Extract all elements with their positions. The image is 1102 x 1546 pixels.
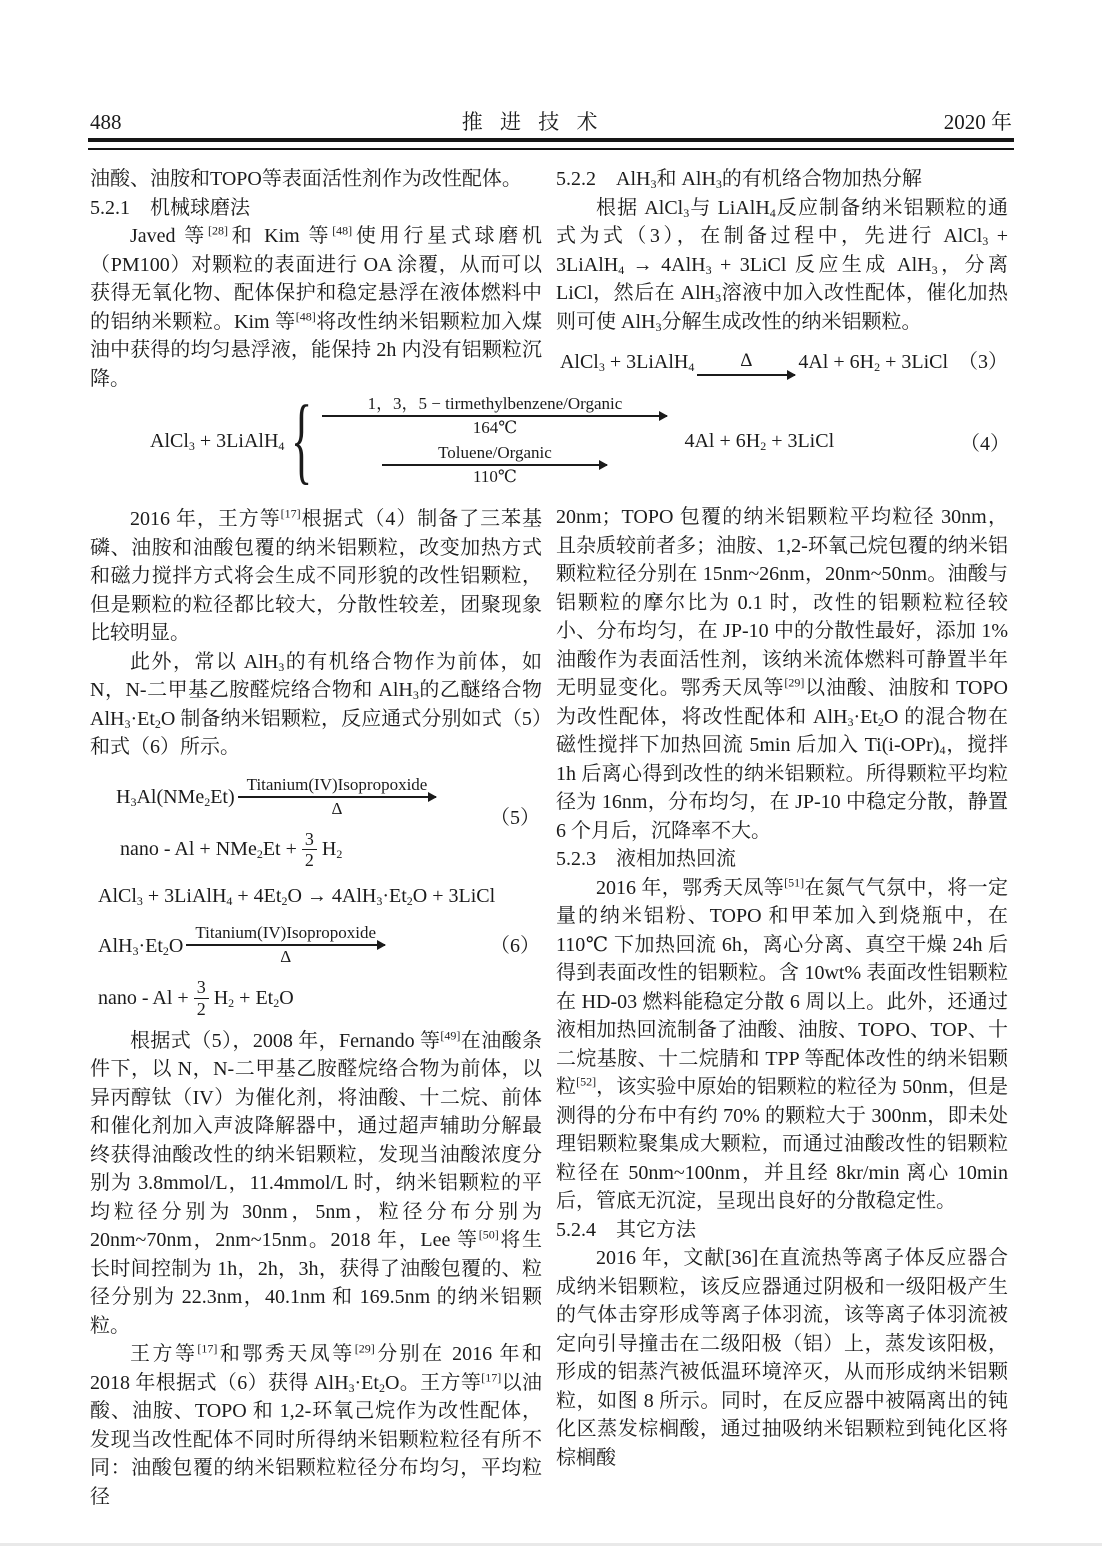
equation-3 [556, 348, 1008, 377]
section-heading-5-2-3: 5.2.3 液相加热回流 [556, 848, 736, 870]
paragraph-alh3-precursor: 此外，常以 AlH$_3$的有机络合物作为前体，如 N，N-二甲基乙胺醛烷络合物和 AlH$_3$的乙醚络合物 $AlH_3\cdot Et_2O$ 制备纳米铝颗粒，反应通式分别如式（5）和式（6）所示。 [90, 650, 543, 758]
fraction-numerator: 3 [194, 977, 209, 998]
section-heading-5-2-1: 5.2.1 机械球磨法 [90, 196, 250, 219]
equation-6-result-pre: nano - Al + [98, 986, 189, 1009]
equation-6-result-post: $H_2 + Et_2O$ [213, 986, 294, 1011]
arrow-shaft [382, 464, 607, 466]
equation-6-number: （6） [490, 935, 540, 958]
journal-title: 推 进 技 术 [461, 110, 604, 134]
equation-6 [90, 922, 542, 1018]
paragraph-alh3-decomposition: 根据 AlCl$_3$与 LiAlH$_4$反应制备纳米铝颗粒的通式为式（3），在制备过程中，先进行 AlCl$_3$ + 3LiAlH$_4$ → 4AlH$_3$ + 3LiCl 反应生成 AlH$_3$，分离 LiCl，然后在 AlH$_3$溶液中加入改性配体，催化加热则可使 AlH$_3$分解生成改性的纳米铝颗粒。 [556, 196, 1009, 334]
arrow-shaft [238, 796, 437, 798]
fraction-denominator: 2 [304, 849, 314, 870]
equation-5-result-pre: nano - Al + NMe$_2$Et + [120, 837, 297, 862]
equation-4-number: （4） [960, 432, 1010, 455]
arrow-label-below: Δ [331, 798, 343, 818]
paragraph-ball-milling: Javed 等[28]和 Kim 等[48]使用行星式球磨机（PM100）对颗粒的表面进行 OA 涂覆，从而可以获得无氧化物、配体保护和稳定悬浮在液体燃料中的铝纳米颗粒。Kim 等[48]将改性纳米铝颗粒加入煤油中获得的均匀悬浮液，能保持 2h 内没有铝颗粒沉降。 [90, 223, 543, 390]
branch-164c [319, 393, 670, 440]
equation-4-branches [319, 393, 670, 489]
equation-5 [90, 774, 542, 870]
equation-3-number: （3） [958, 351, 1008, 373]
fraction-three-halves [194, 977, 209, 1018]
fraction-three-halves [302, 829, 317, 870]
equation-5-result-post: $H_2$ [321, 837, 343, 862]
equation-3-lhs: AlCl$_3$ + 3LiAlH$_4$ [559, 351, 695, 375]
paragraph-intro: 油酸、油胺和TOPO等表面活性剂作为改性配体。 [90, 168, 522, 190]
paragraph-liquid-reflux: 2016 年，鄂秀天凤等[51]在氮气气氛中，将一定量的纳米铝粉、TOPO 和甲苯加入到烧瓶中，在 110℃ 下加热回流 6h，离心分离、真空干燥 24h 后得到表面改性的铝颗粒。含 10wt% 表面改性铝颗粒在 HD-03 燃料能稳定分散 6 周以上。此外，还通过液相加热回流制备了油酸、油胺、TOPO、TOP、十二烷基胺、十二烷腈和 TPP 等配体改性的纳米铝颗粒[52]，该实验中原始的铝颗粒的粒径为 50nm，但是测得的分布中有约 70% 的颗粒大于 300nm，即未处理铝颗粒聚集成大颗粒，而通过油酸改性的铝颗粒粒径在 50nm~100nm，并且经 8kr/min 离心 10min 后，管底无沉淀，呈现出良好的分散稳定性。 [556, 874, 1009, 1212]
arrow-shaft [697, 374, 795, 376]
reaction-arrow-titanium [186, 922, 385, 969]
arrow-label-below: 164℃ [472, 418, 518, 438]
arrow-label-above: Toluene/Organic [438, 443, 552, 463]
reaction-arrow-110c [382, 442, 607, 489]
equation-6-lhs: $AlH_3\cdot Et_2O$ [98, 934, 184, 958]
equation-etherate-synthesis: AlCl$_3$ + 3LiAlH$_4$ + $4Et_2O \to 4AlH_3\cdot Et_2O$ + 3LiCl [98, 884, 496, 909]
header-rule-thick [88, 138, 1014, 142]
equation-4-rhs: $4Al + 6H_2$ + 3LiCl [684, 429, 835, 453]
reaction-arrow-164c [322, 393, 667, 440]
paragraph-20nm-continuation: 20nm；TOPO 包覆的纳米铝颗粒平均粒径 30nm，且杂质较前者多；油胺、1,2-环氧己烷包覆的纳米铝颗粒粒径分别在 15nm~26nm，20nm~50nm。油酸与铝颗粒的摩尔比为 0.1 时，改性的铝颗粒粒径较小、分布均匀，在 JP-10 中的分散性最好，添加 1% 油酸作为表面活性剂，该纳米流体燃料可静置半年无明显变化。鄂秀天凤等[29]以油酸、油胺和 TOPO 为改性配体，将改性配体和 $AlH_3\cdot Et_2O$ 的混合物在磁性搅拌下加热回流 5min 后加入 $Ti(i-OPr)_4$，搅拌 1h 后离心得到改性的纳米铝颗粒。所得颗粒平均粒径为 16nm，分布均匀，在 JP-10 中稳定分散，静置 6 个月后，沉降率不大。 [556, 506, 1009, 842]
branch-110c [319, 442, 670, 489]
equation-5-lhs: $H_3Al(NMe_2Et)$ [116, 785, 235, 810]
reaction-arrow-titanium [238, 774, 437, 821]
arrow-label-above: Titanium(IV)Isopropoxide [195, 923, 377, 943]
equation-4-lhs: AlCl$_3$ + 3LiAlH$_4$ [150, 429, 285, 453]
arrow-shaft [186, 944, 385, 946]
reaction-arrow-delta [697, 349, 795, 376]
arrow-label-above: 1，3，5 − tirmethylbenzene/Organic [367, 394, 623, 413]
arrow-label-below: 110℃ [473, 467, 517, 487]
fraction-denominator: 2 [196, 998, 206, 1019]
arrow-label-above: Titanium(IV)Isopropoxide [246, 774, 428, 794]
paragraph-2016-wangfang: 2016 年，王方等[17]根据式（4）制备了三苯基磷、油胺和油酸包覆的纳米铝颗粒，改变加热方式和磁力搅拌方式将会生成不同形貌的改性铝颗粒，但是颗粒的粒径都比较大，分散性较差，团聚现象比较明显。 [90, 506, 543, 644]
right-column-top [556, 165, 1008, 381]
arrow-shaft [322, 415, 667, 417]
paragraph-fernando: 根据式（5），2008 年，Fernando 等[49]在油酸条件下，以 N，N-二甲基乙胺醛烷络合物为前体，以异丙醇钛（IV）为催化剂，将油酸、十二烷、前体和催化剂加入声波降解器中，通过超声辅助分解最终获得油酸改性的纳米铝颗粒，发现当油酸浓度分别为 3.8mmol/L，11.4mmol/L 时，纳米铝颗粒的平均粒径分别为 30nm，5nm，粒径分布分别为 20nm~70nm，2nm~15nm。2018 年，Lee 等[50]将生长时间控制为 1h，2h，3h，获得了油酸包覆的、粒径分别为 22.3nm，40.1nm 和 169.5nm 的纳米铝颗粒。 [90, 1028, 543, 1337]
section-heading-5-2-4: 5.2.4 其它方法 [556, 1218, 696, 1241]
arrow-label-below: Δ [280, 947, 292, 967]
fraction-numerator: 3 [302, 829, 317, 850]
arrow-label-above: Δ [740, 349, 753, 371]
section-heading-5-2-2: 5.2.2 AlH$_3$和 AlH$_3$的有机络合物加热分解 [556, 168, 922, 192]
header-rule-thin [88, 148, 1014, 150]
right-column-main [556, 503, 1008, 1472]
left-column-main [90, 505, 542, 1511]
page-header [90, 106, 1012, 136]
equation-5-number: （5） [490, 806, 540, 829]
equation-4 [150, 386, 1010, 495]
paragraph-wangfang-exiutianfeng: 王方等[17]和鄂秀天凤等[29]分别在 2016 年和 2018 年根据式（6）获得 $AlH_3\cdot Et_2O$。王方等[17]以油酸、油胺、TOPO 和 1,2-环氧己烷作为改性配体，发现当改性配体不同时所得纳米铝颗粒粒径有所不同：油酸包覆的纳米铝颗粒粒径分布均匀，平均粒径 [90, 1341, 543, 1508]
left-column-top [90, 165, 542, 393]
paragraph-plasma-reactor: 2016 年，文献[36]在直流热等离子体反应器合成纳米铝颗粒，该反应器通过阴极和一级阳极产生的气体击穿形成等离子体羽流，该等离子体羽流被定向引导撞击在二级阳极（铝）上，蒸发该阳极，形成的铝蒸汽被低温环境淬灭，从而形成纳米铝颗粒，如图 8 所示。同时，在反应器中被隔离出的钝化区蒸发棕榈酸，通过抽吸纳米铝颗粒到钝化区将棕榈酸 [556, 1247, 1008, 1469]
equation-3-rhs: $4Al + 6H_2$ + 3LiCl [798, 351, 949, 375]
page-number: 488 [90, 110, 122, 134]
year-label: 2020 年 [943, 110, 1012, 134]
left-brace: { [291, 386, 313, 495]
